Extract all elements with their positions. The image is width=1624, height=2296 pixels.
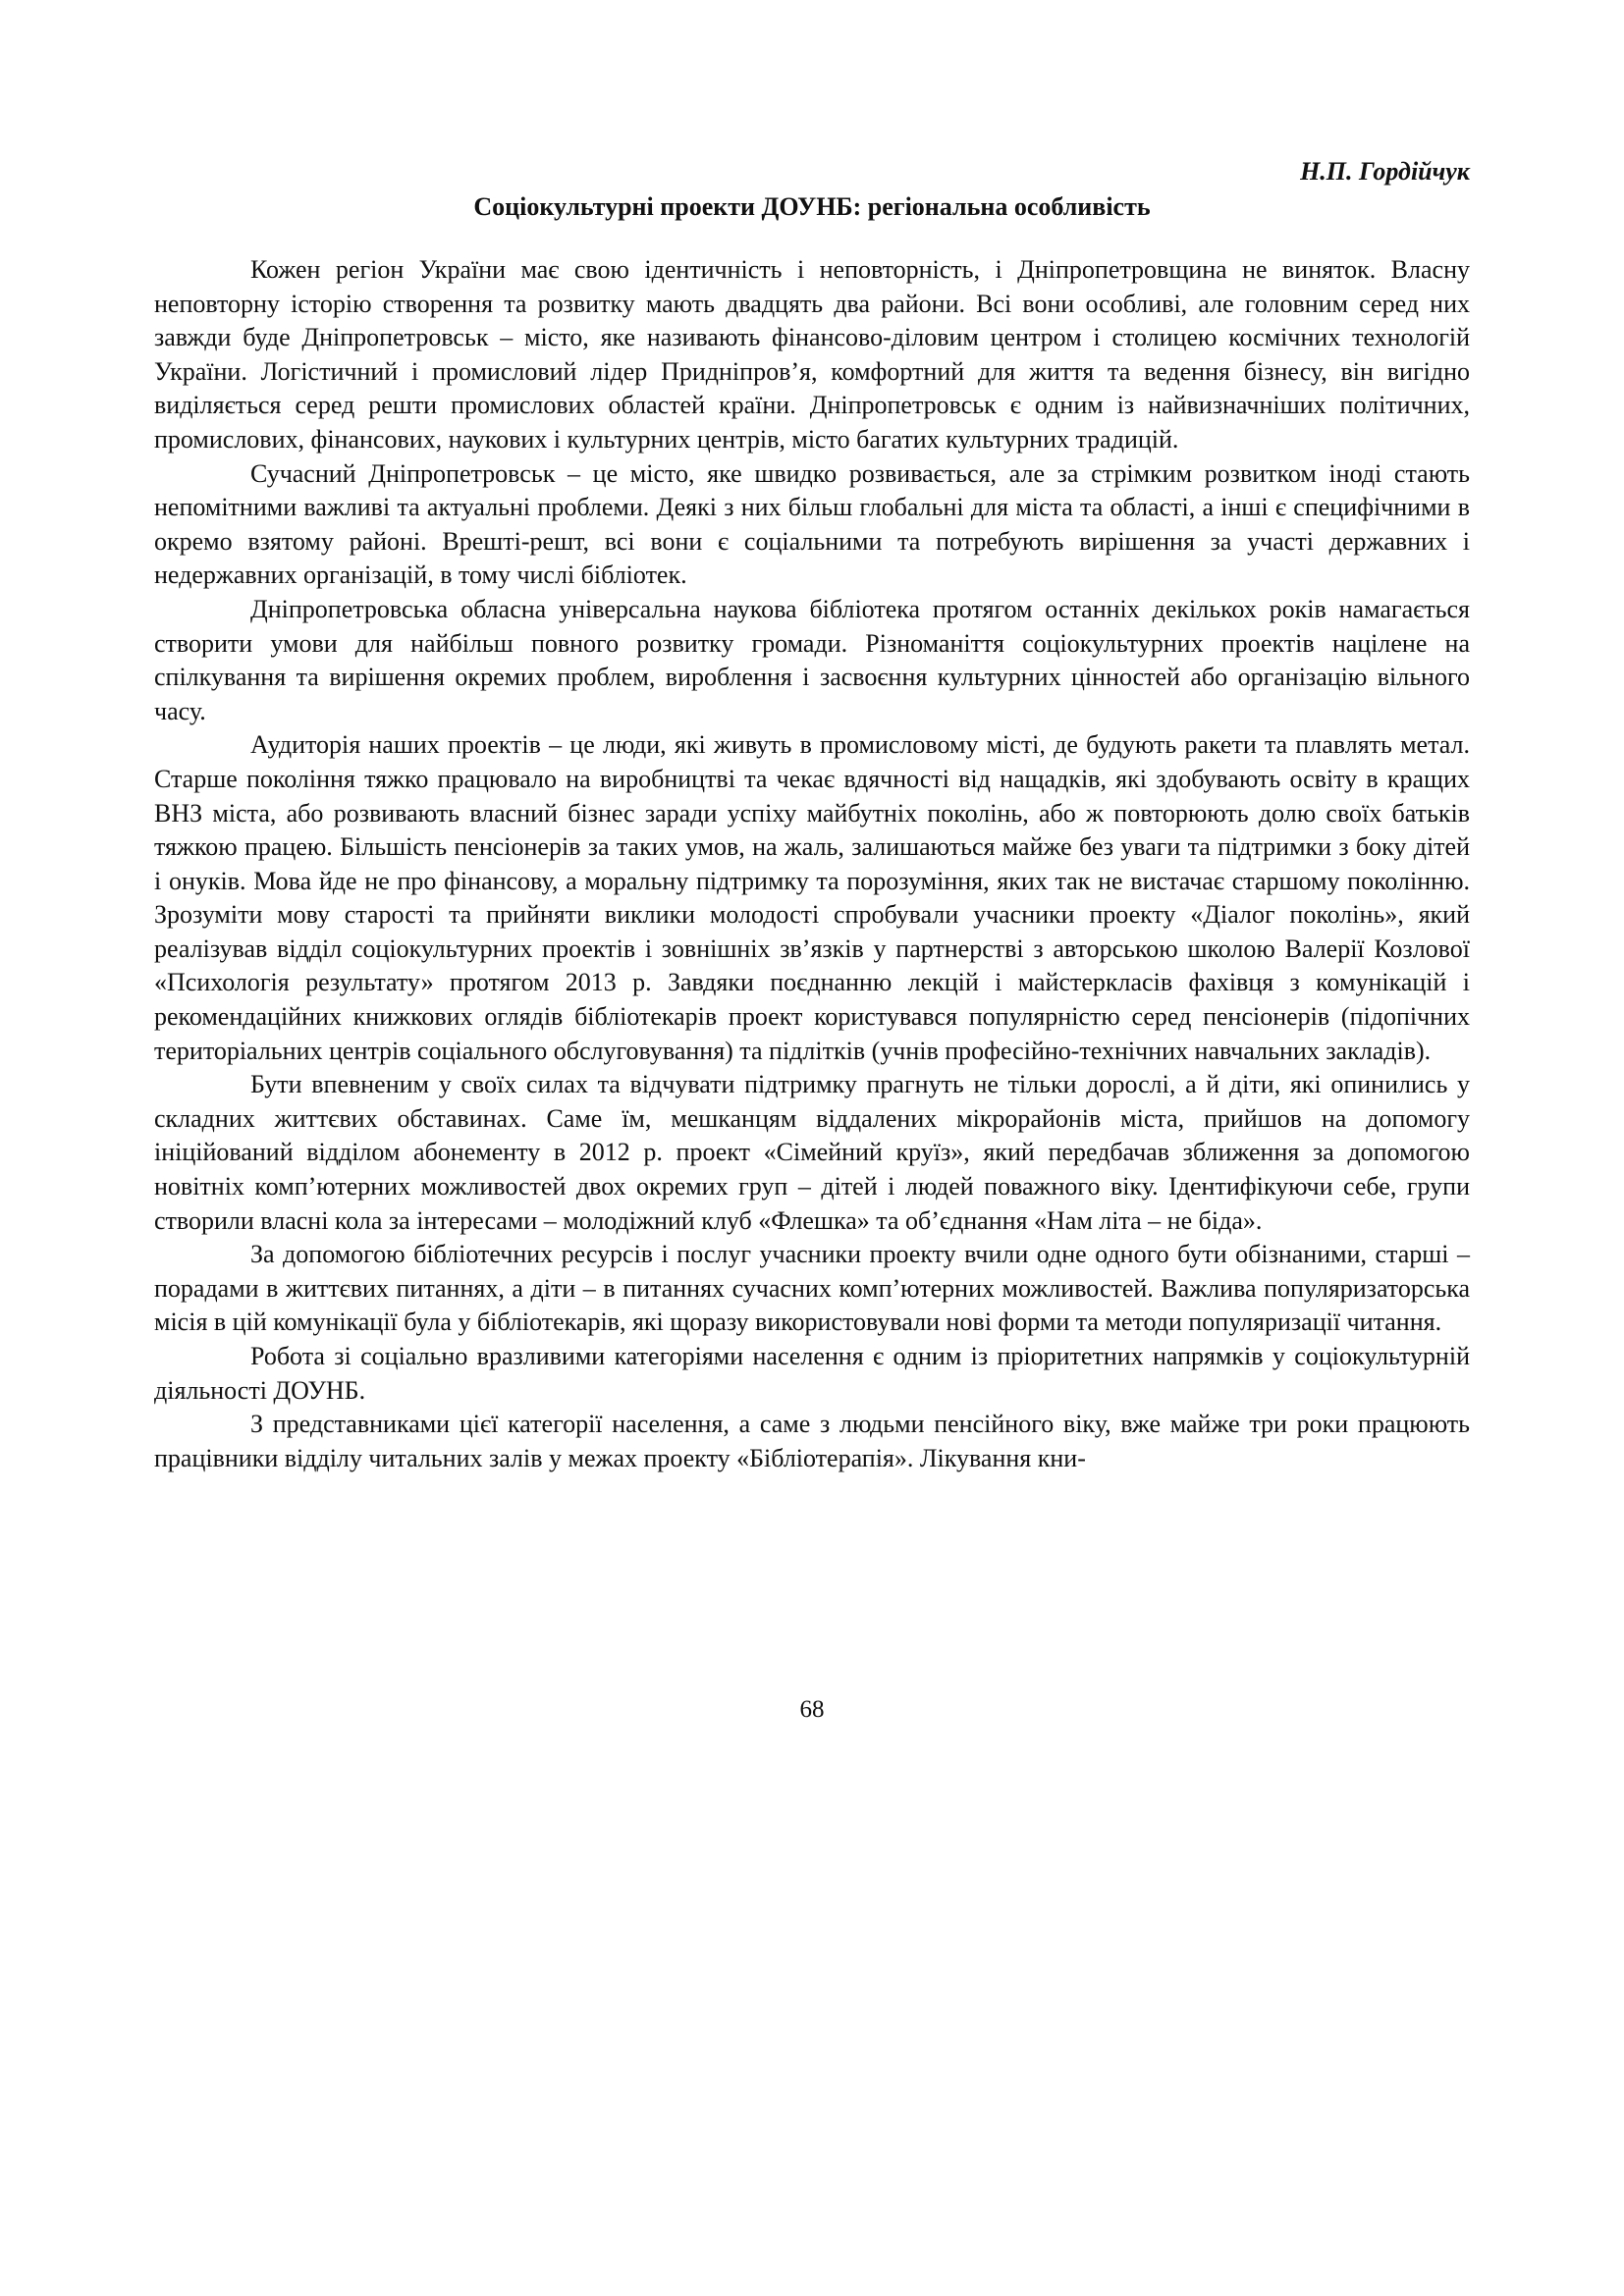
paragraph: За допомогою бібліотечних ресурсів і послуг учасники проекту вчили одне одного бути обізнаними, старші – порадами в життєвих питаннях, а діти – в питаннях сучасних комп’ютерних можливостей. Важлива популяризаторська місія в цій комунікації була у бібліотекарів, які щоразу використовували нові форми та методи популяризації читання.: [154, 1240, 1470, 1337]
paragraph: Сучасний Дніпропетровськ – це місто, яке швидко розвивається, але за стрімким розвитком іноді стають непомітними важливі та актуальні проблеми. Деякі з них більш глобальні для міста та області, а інші є специфічними в окремо взятому районі. Врешті-решт, всі вони є соціальними та потребують вирішення за участі державних і недержавних організацій, в тому числі бібліотек.: [154, 458, 1470, 590]
paragraph: З представниками цієї категорії населення, а саме з людьми пенсійного віку, вже майже три роки працюють працівники відділу читальних залів у межах проекту «Бібліотерапія». Лікування кни-: [154, 1410, 1470, 1472]
paragraph: Кожен регіон України має свою ідентичність і неповторність, і Дніпропетровщина не виняток. Власну неповторну історію створення та розвитку мають двадцять два райони. Всі вони особливі, але головним серед них завжди буде Дніпропетровськ – місто, яке називають фінансово-діловим центром і столицею космічних технологій України. Логістичний і промисловий лідер Придніпров’я, комфортний для життя та ведення бізнесу, він вигідно виділяється серед решти промислових областей країни. Дніпропетровськ є одним із найвизначніших політичних, промислових, фінансових, наукових і культурних центрів, місто багатих культурних традицій.: [154, 255, 1470, 454]
article-title: Соціокультурні проекти ДОУНБ: регіональна особливість: [473, 192, 1151, 221]
paragraph: Робота зі соціально вразливими категоріями населення є одним із пріоритетних напрямків у соціокультурній діяльності ДОУНБ.: [154, 1342, 1470, 1405]
paragraph: Бути впевненим у своїх силах та відчувати підтримку прагнуть не тільки дорослі, а й діти, які опинились у складних життєвих обставинах. Саме їм, мешканцям віддалених мікрорайонів міста, прийшов на допомогу ініційований відділом абонементу в 2012 р. проект «Сімейний круїз», який передбачав зближення за допомогою новітніх комп’ютерних можливостей двох окремих груп – дітей і людей поважного віку. Ідентифікуючи себе, групи створили власні кола за інтересами – молодіжний клуб «Флешка» та об’єднання «Нам літа – не біда».: [154, 1070, 1470, 1235]
author-name: Н.П. Гордійчук: [1300, 157, 1470, 186]
paragraph: Аудиторія наших проектів – це люди, які живуть в промисловому місті, де будують ракети та плавлять метал. Старше покоління тяжко працювало на виробництві та чекає вдячності від нащадків, які здобувають освіту в кращих ВНЗ міста, або розвивають власний бізнес заради успіху майбутніх поколінь, або ж повторюють долю своїх батьків тяжкою працею. Більшість пенсіонерів за таких умов, на жаль, залишаються майже без уваги та підтримки з боку дітей і онуків. Мова йде не про фінансову, а моральну підтримку та порозуміння, яких так не вистачає старшому поколінню. Зрозуміти мову старості та прийняти виклики молодості спробували учасники проекту «Діалог поколінь», який реалізував відділ соціокультурних проектів і зовнішніх зв’язків у партнерстві з авторською школою Валерії Козлової «Психологія результату» протягом 2013 р. Завдяки поєднанню лекцій і майстеркласів фахівця з комунікацій і рекомендаційних книжкових оглядів бібліотекарів проект користувався популярністю серед пенсіонерів (підопічних територіальних центрів соціального обслуговування) та підлітків (учнів професійно-технічних навчальних закладів).: [154, 730, 1470, 1065]
page-number: 68: [799, 1696, 825, 1723]
article-body: [154, 253, 1470, 1475]
paragraph: Дніпропетровська обласна універсальна наукова бібліотека протягом останніх декількох років намагається створити умови для найбільш повного розвитку громади. Різноманіття соціокультурних проектів націлене на спілкування та вирішення окремих проблем, вироблення і засвоєння культурних цінностей або організацію вільного часу.: [154, 594, 1470, 725]
